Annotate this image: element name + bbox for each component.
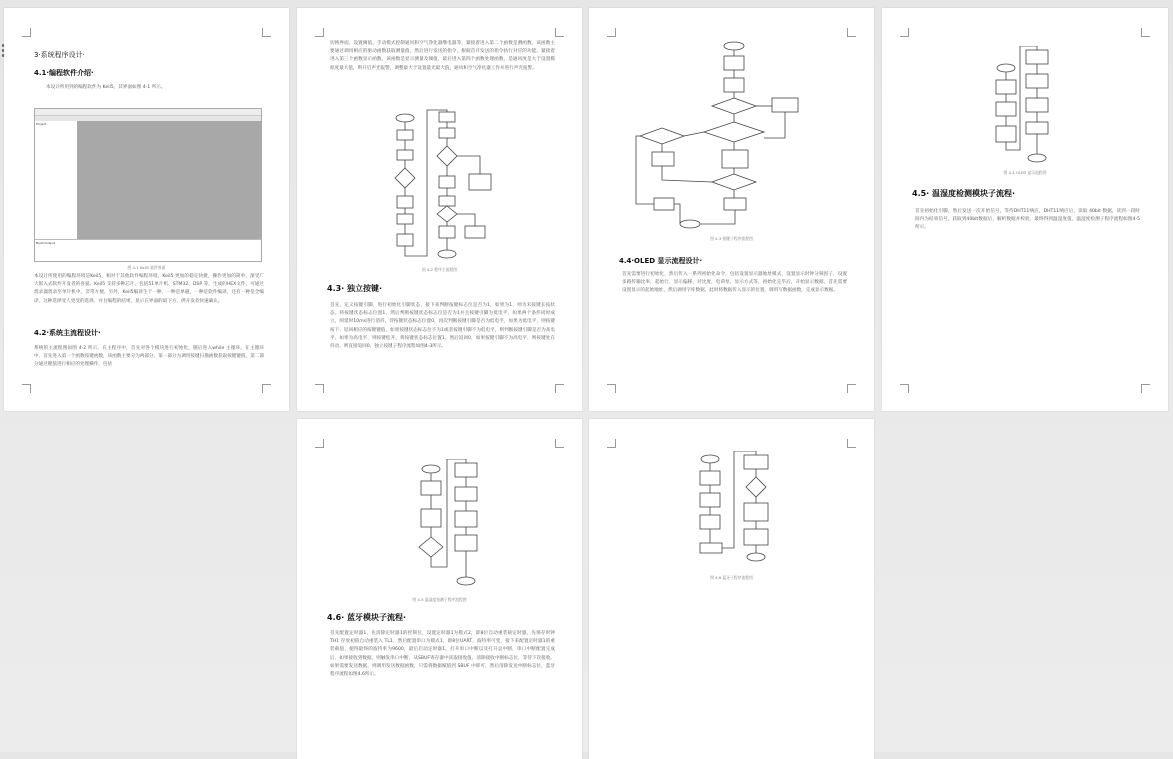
figure-caption: 图 4-4 OLED 显示流程图	[1003, 170, 1047, 175]
figure-caption: 图 4-3 按键子程序流程图	[710, 236, 753, 241]
document-page-5[interactable]	[297, 419, 582, 759]
crop-mark	[607, 439, 616, 448]
key-flowchart	[634, 40, 824, 235]
paragraph: 切换界面、设置阈值、手动模式控制通风和空气净化器继电器等，紧接着进入第二个函数是测函数，该函数主要通过调用相应的驱动函数获取测量值，然后进行发送的指令，根据首开发送的指令执行对应的功能。紧接着进入第三个函数显示函数，该函数是显示测量及阈值，最后进入第四个函数处理函数，是通风度是大于设置模拟度最大值，则开启声光报警，调整最大于设置最光最大值，通风和空气净化器工作并进行声光报警。	[330, 41, 555, 71]
document-page-2[interactable]	[297, 8, 582, 411]
crop-mark	[847, 439, 856, 448]
oled-flowchart	[990, 46, 1070, 166]
section-heading: 4.2·系统主流程设计·	[34, 329, 101, 337]
figure-caption: 图 4-2 程序主流程图	[421, 267, 458, 272]
crop-mark	[900, 28, 909, 37]
paragraph: 首先需要进行初始化，然后传入一系列初始化命令，包括设置显示器地址模式，设置显示时钟分频因子，设置多路传输比率，起始行，显示偏移，对比度，电荷泵，显示方式等，初始化完毕后，开始显示数据，首先需要设置显示的起始地址，然后调用字库数据，此时将数据传入显示的位置，调用写数据函数，完成显示数据。	[622, 272, 847, 294]
bluetooth-flowchart	[694, 451, 774, 571]
crop-mark	[262, 28, 271, 37]
crop-mark	[22, 384, 31, 393]
section-heading: 4.4·OLED 显示流程设计·	[619, 257, 703, 265]
section-heading: 4.6· 蓝牙模块子流程·	[327, 613, 407, 622]
crop-mark	[900, 384, 909, 393]
crop-mark	[1141, 384, 1150, 393]
crop-mark	[847, 28, 856, 37]
section-heading: 3·系统程序设计·	[34, 51, 85, 59]
main-flowchart	[387, 106, 502, 266]
crop-mark	[22, 28, 31, 37]
crop-mark	[555, 384, 564, 393]
crop-mark	[315, 384, 324, 393]
paragraph: 首先配置定时器1，先清除定时器1的控制位，设置定时器1为模式2，即8位自动重装载定时器，先保存时钟 TH1 存放初值自动重装入 TL1，然后配置串口为模式1，即8位UART，波特率可变，接下来配置定时器1的重装载值，使得最终的波特率为9600，最后启动定时器1，打开串口中断以及打开总中断，串口中断配置完成后，如果接收到数据，则触发串口中断，从SBUF寄存器中读取接收值，清除接收中断标志位，等待下次接收。如果需要发送数据，则调用发送数据函数，只需将数据赋值到 SBUF 中即可，然后清除发送中断标志位，蓝牙程序流程如图4.6所示。	[330, 631, 555, 678]
editor-area	[77, 121, 261, 241]
figure-caption: 图 4-6 蓝牙子程序流程图	[710, 575, 753, 580]
dht11-flowchart	[415, 459, 485, 594]
crop-mark	[555, 439, 564, 448]
figure-caption: 图 4-5 温湿度检测子程序流程图	[412, 597, 467, 602]
paragraph: 首先初始化引脚，然后发送一次开始信号，等待DHT11响应，DHT11响应后，读取 40bit 数据，读到一段时间内为结束信号，获取到40bit数据后，解析数据并校验，最终得到温湿度值，温湿度检测子程序流程如图4-5所示。	[915, 209, 1140, 231]
section-heading: 4.1·编程软件介绍·	[34, 69, 94, 77]
project-panel: Project	[35, 121, 78, 241]
section-heading: 4.5· 温湿度检测模块子流程·	[912, 189, 1016, 198]
crop-mark	[555, 28, 564, 37]
document-page-1[interactable]	[4, 8, 289, 411]
crop-mark	[1141, 28, 1150, 37]
keil5-screenshot-image	[34, 108, 262, 262]
paragraph: 本设计所用到的编程软件为 Keil5，其界面如图 4-1 所示。	[46, 85, 166, 90]
crop-mark	[607, 384, 616, 393]
section-heading: 4.3· 独立按键·	[327, 284, 383, 293]
crop-mark	[847, 384, 856, 393]
crop-mark	[315, 439, 324, 448]
paragraph: 首先，定义按键引脚，进行初始化引脚状态，接下来判断按键标志位是否为1，如果为1，则为未按键长按状态。将按键状态标志位置1，然后判断按键状态标志位是否为1并且按键引脚为低电平，如果两个条件同时成立，则延时10ms进行消抖，待按键状态标志位置0，再次判断按键引脚是否为低电平，如果为低电平，则按键按下，返回相应的按键键值，如果按键状态标志位不为1或者按键引脚不为低电平，则判断按键引脚是否为高电平，如果为高电平，则按键松开，将按键状态标志位置1，然后返回0，如果按键引脚不为高电平，则按键处在抖动，则直接返回0。独立按键子程序流程如图4-3所示。	[330, 303, 555, 350]
document-page-4[interactable]	[882, 8, 1168, 411]
document-page-3[interactable]	[589, 8, 874, 411]
document-page-6[interactable]	[589, 419, 874, 759]
crop-mark	[607, 28, 616, 37]
figure-caption: 图 4-1 Keil5 软件界面	[127, 265, 166, 270]
crop-mark	[262, 384, 271, 393]
build-output-panel: Build Output	[35, 239, 261, 261]
paragraph: 本设计所使用的编程环境是Keil5，相对于其他软件编程环境，Keil5 更加的稳定快捷，操作更加的简单，深受广大嵌入式软件开发者的喜爱。Keil5 支持多种芯片，包括51单片机、STM32、DSP 等，生成的HEX文件，可通过烧录器烧录至单片机中，非常方便。另外，Keil5编译生于一种，一种是单磁，一种是软件编译，还有一种是全编译，这种选择受人更受的选择，并且编程的结果，显示在界面的最下方，供开发者快速确认。	[34, 274, 264, 304]
paragraph: 系统的主流程图如图 4-2 所示。在主程序中，首先对各个模块进行初始化，随后进入while 主循环。在主循环中，首先进入第一个函数按键函数，该函数主要分为两部分，第一部分为调用按键扫描函数获取按键键值，第二部分通过键值进行相应的处理操作，包括	[34, 346, 264, 368]
crop-mark	[315, 28, 324, 37]
